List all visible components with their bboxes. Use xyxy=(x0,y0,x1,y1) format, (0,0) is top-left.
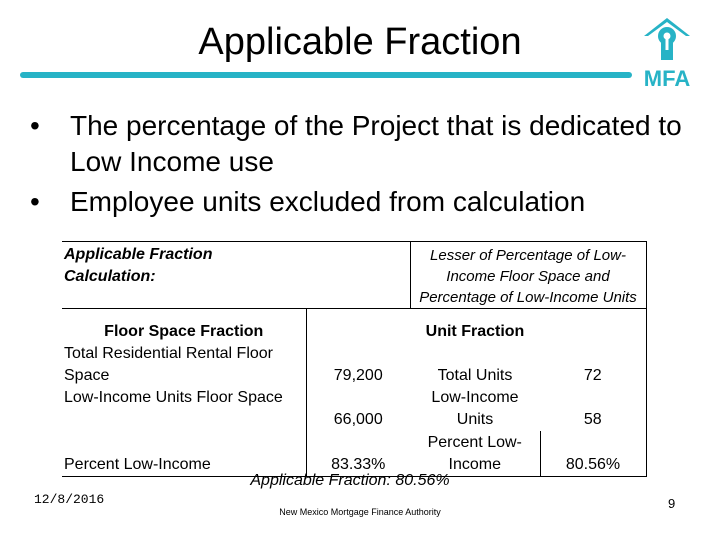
footer-organization: New Mexico Mortgage Finance Authority xyxy=(279,507,441,517)
title-underline xyxy=(20,72,632,78)
bullet-marker: • xyxy=(30,110,40,141)
calc-description: Lesser of Percentage of Low-Income Floor Space and Percentage of Low-Income Units xyxy=(410,242,646,309)
bullet-marker: • xyxy=(30,186,40,217)
unit-fraction-header: Unit Fraction xyxy=(410,309,540,343)
unit-value-total: 72 xyxy=(540,343,646,387)
floor-label-low-income: Low-Income Units Floor Space xyxy=(62,387,306,431)
floor-value-low-income: 66,000 xyxy=(333,410,383,428)
unit-value-percent: 80.56% xyxy=(540,431,646,477)
page-number: 9 xyxy=(668,496,676,511)
applicable-fraction-result: Applicable Fraction: 80.56% xyxy=(250,472,450,489)
floor-space-header: Floor Space Fraction xyxy=(62,309,306,343)
slide-title: Applicable Fraction xyxy=(198,21,522,63)
unit-label-total: Total Units xyxy=(437,366,513,384)
logo-text: MFA xyxy=(643,66,691,91)
applicable-fraction-table xyxy=(62,241,647,477)
calc-heading: Applicable Fraction Calculation: xyxy=(62,242,306,309)
unit-label-percent: Percent Low-Income xyxy=(410,431,540,477)
bullet-text: Employee units excluded from calculation xyxy=(70,186,586,217)
footer-date: 12/8/2016 xyxy=(34,492,105,507)
unit-value-low-income: 58 xyxy=(540,387,646,431)
mfa-logo xyxy=(638,14,696,91)
bullet-text: The percentage of the Project that is dedicated to Low Income use xyxy=(70,110,682,177)
bullet-list xyxy=(30,108,690,224)
floor-value-total: 79,200 xyxy=(333,366,383,384)
keyhole-house-icon xyxy=(638,14,696,64)
unit-label-low-income: Low-Income Units xyxy=(431,388,519,428)
floor-label-percent: Percent Low-Income xyxy=(62,431,306,477)
floor-label-total: Total Residential Rental Floor Space xyxy=(62,343,306,387)
floor-value-percent: 83.33% xyxy=(306,431,410,477)
bullet-item xyxy=(30,108,690,180)
bullet-item xyxy=(30,184,690,220)
